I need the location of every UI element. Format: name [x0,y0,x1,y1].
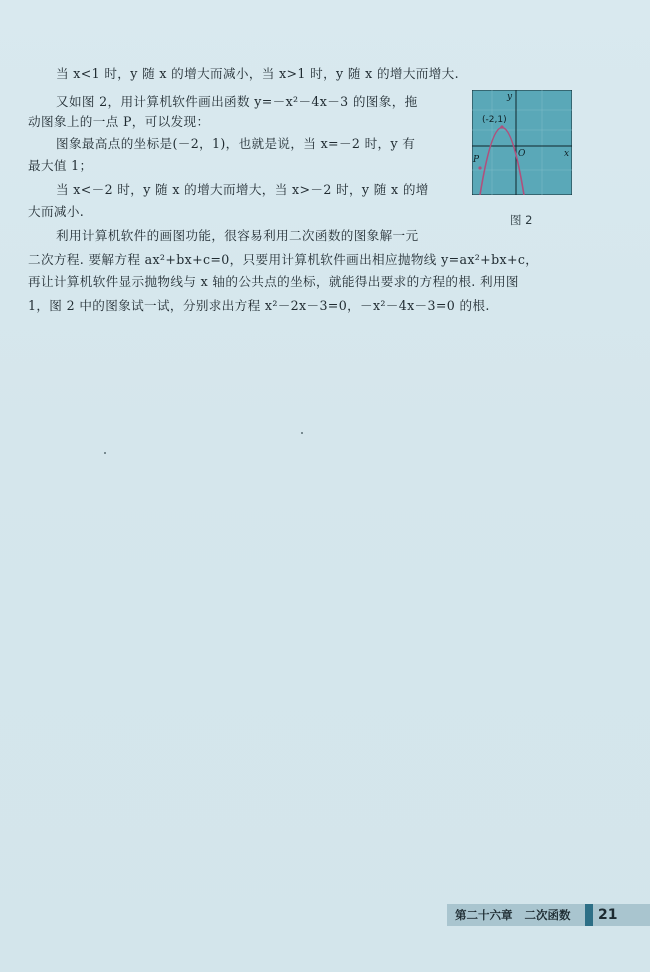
paragraph-line: 大而减小. [28,204,85,219]
paragraph-line: 利用计算机软件的画图功能，很容易利用二次函数的图象解一元 [56,228,419,243]
y-axis-label: y [507,92,513,102]
print-speck [104,452,106,454]
paragraph-line: 再让计算机软件显示抛物线与 x 轴的公共点的坐标，就能得出要求的方程的根. 利用图 [28,274,519,289]
chapter-title: 二次函数 [524,908,571,922]
origin-label: O [518,149,526,159]
print-speck [301,432,303,434]
vertex-point [500,125,503,128]
parabola-figure [472,90,572,195]
paragraph-line: 图象最高点的坐标是(－2，1)，也就是说，当 x=－2 时，y 有 [56,136,416,151]
paragraph-line: 最大值 1； [28,158,93,173]
paragraph-line: 当 x<1 时，y 随 x 的增大而减小，当 x>1 时，y 随 x 的增大而增大. [56,66,459,81]
page-footer [447,904,650,926]
paragraph-line: 1，图 2 中的图象试一试，分别求出方程 x²－2x－3=0，－x²－4x－3=0 的根. [28,298,490,313]
figure-caption: 图 2 [510,213,533,227]
footer-separator [585,904,593,926]
paragraph-line: 当 x<－2 时，y 随 x 的增大而增大，当 x>－2 时，y 随 x 的增 [56,182,429,197]
x-axis-label: x [564,149,570,159]
point-p [478,166,481,169]
vertex-label: (-2,1) [482,115,507,125]
page-number: 21 [598,907,618,923]
chapter-label: 第二十六章 [455,908,513,922]
paragraph-line: 又如图 2，用计算机软件画出函数 y=－x²－4x－3 的图象，拖 [56,94,418,109]
paragraph-line: 动图象上的一点 P，可以发现： [28,114,210,129]
parabola-graph [472,90,572,195]
paragraph-line: 二次方程. 要解方程 ax²+bx+c=0，只要用计算机软件画出相应抛物线 y=ax²+bx+c， [28,252,539,267]
point-p-label: P [473,155,480,165]
